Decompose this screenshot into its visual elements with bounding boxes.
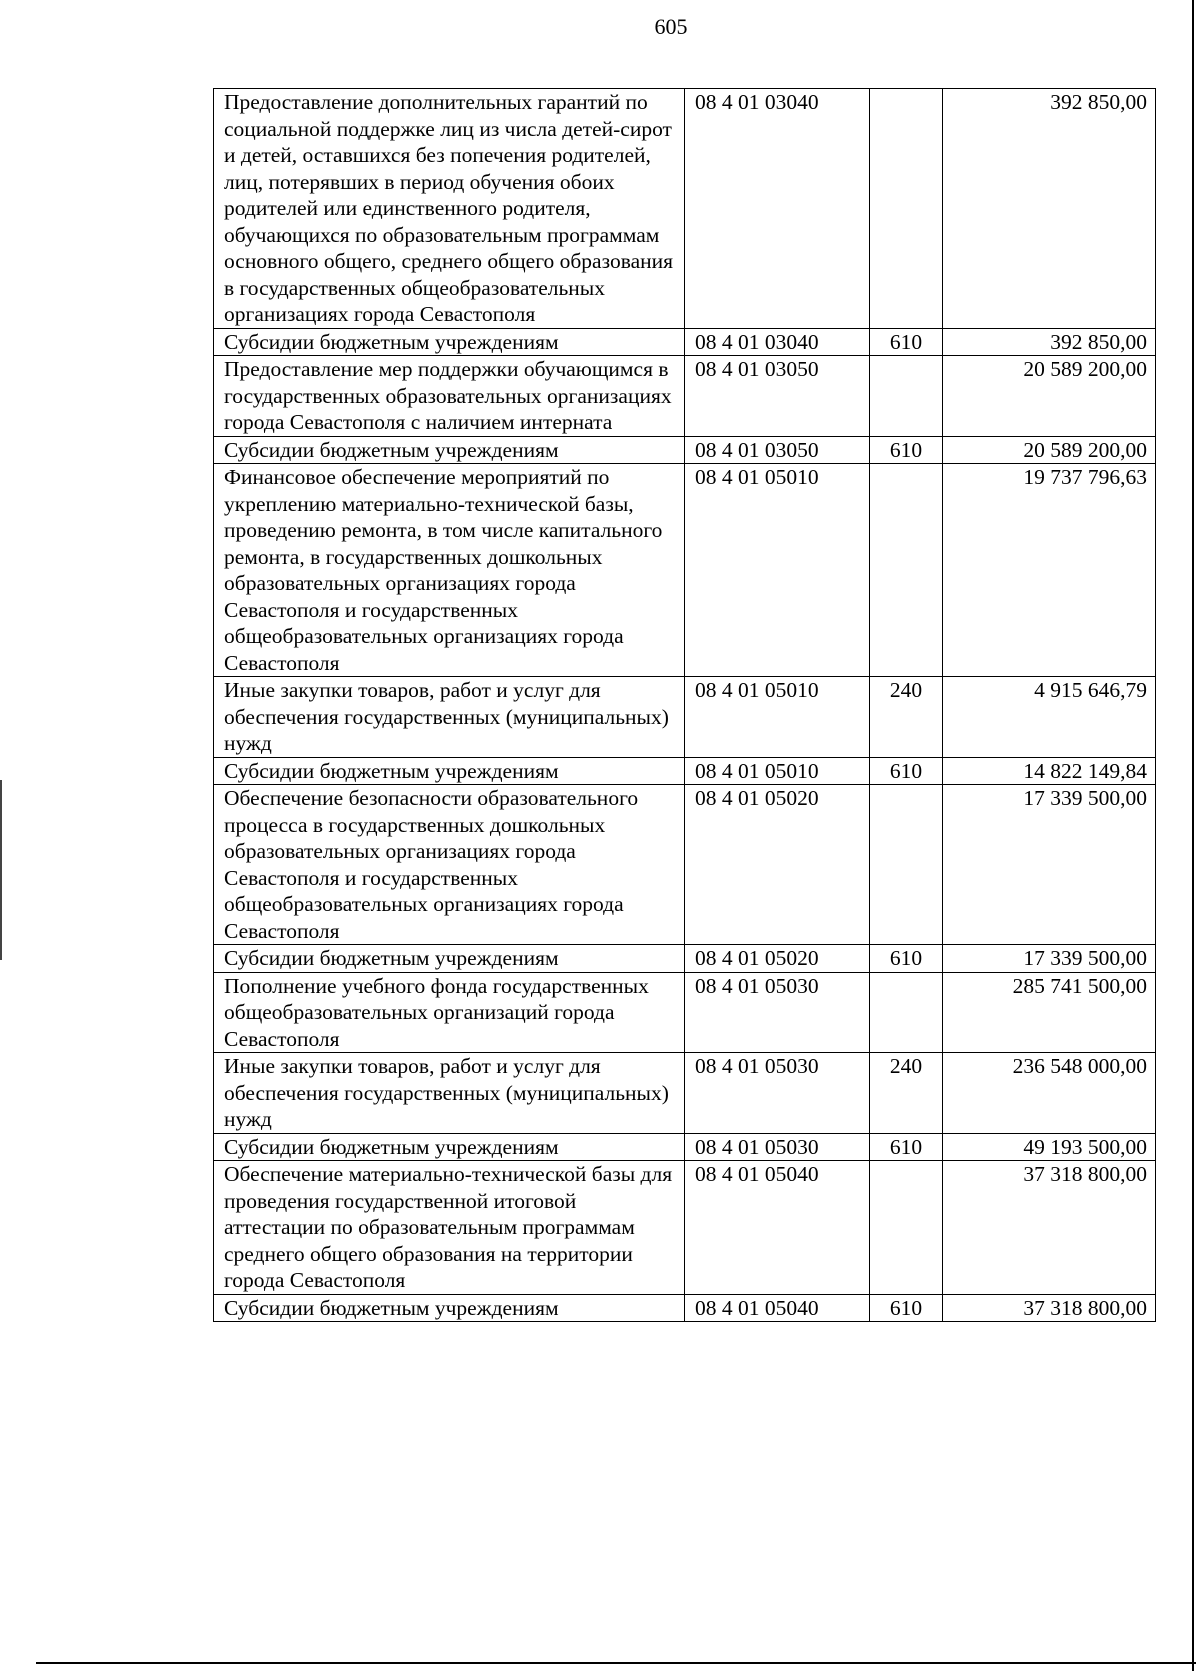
- row-code: 08 4 01 05030: [685, 1053, 870, 1134]
- table-row: [214, 1133, 1156, 1161]
- table-row: [214, 328, 1156, 356]
- scan-right-edge: [1192, 0, 1194, 1671]
- row-code: 08 4 01 05040: [685, 1161, 870, 1295]
- row-name: Субсидии бюджетным учреждениям: [214, 328, 685, 356]
- row-type: 610: [870, 1133, 943, 1161]
- row-type: [870, 1161, 943, 1295]
- row-amount: 37 318 800,00: [943, 1294, 1156, 1322]
- table-row: [214, 1053, 1156, 1134]
- row-type: [870, 972, 943, 1053]
- row-type: 610: [870, 436, 943, 464]
- row-type: 240: [870, 1053, 943, 1134]
- row-name: Субсидии бюджетным учреждениям: [214, 436, 685, 464]
- row-type: 610: [870, 757, 943, 785]
- row-amount: 20 589 200,00: [943, 436, 1156, 464]
- table-row: [214, 1161, 1156, 1295]
- table-row: [214, 757, 1156, 785]
- row-name: Обеспечение материально-технической базы для проведения государственной итоговой аттестации по образовательным программам среднего общего образования на территории города Севастополя: [214, 1161, 685, 1295]
- row-amount: 285 741 500,00: [943, 972, 1156, 1053]
- row-amount: 19 737 796,63: [943, 464, 1156, 677]
- row-type: 240: [870, 677, 943, 758]
- row-amount: 14 822 149,84: [943, 757, 1156, 785]
- row-amount: 20 589 200,00: [943, 356, 1156, 437]
- table-row: [214, 89, 1156, 329]
- row-name: Иные закупки товаров, работ и услуг для обеспечения государственных (муниципальных) нужд: [214, 1053, 685, 1134]
- row-type: [870, 89, 943, 329]
- table-row: [214, 785, 1156, 945]
- row-amount: 37 318 800,00: [943, 1161, 1156, 1295]
- row-name: Иные закупки товаров, работ и услуг для обеспечения государственных (муниципальных) нужд: [214, 677, 685, 758]
- row-code: 08 4 01 05020: [685, 945, 870, 973]
- row-amount: 392 850,00: [943, 328, 1156, 356]
- row-type: [870, 785, 943, 945]
- row-amount: 4 915 646,79: [943, 677, 1156, 758]
- row-type: 610: [870, 1294, 943, 1322]
- row-amount: 17 339 500,00: [943, 785, 1156, 945]
- row-name: Пополнение учебного фонда государственных общеобразовательных организаций города Севастополя: [214, 972, 685, 1053]
- row-amount: 17 339 500,00: [943, 945, 1156, 973]
- table-row: [214, 436, 1156, 464]
- row-code: 08 4 01 05030: [685, 1133, 870, 1161]
- row-code: 08 4 01 05020: [685, 785, 870, 945]
- row-name: Предоставление дополнительных гарантий по социальной поддержке лиц из числа детей-сирот и детей, оставшихся без попечения родителей, лиц, потерявших в период обучения обоих родителей или единственного родителя, обучающихся по образовательным программам основного общего, среднего общего образования в государственных общеобразовательных организациях города Севастополя: [214, 89, 685, 329]
- row-name: Обеспечение безопасности образовательного процесса в государственных дошкольных образовательных организациях города Севастополя и государственных общеобразовательных организациях города Севастополя: [214, 785, 685, 945]
- row-type: [870, 356, 943, 437]
- row-code: 08 4 01 05010: [685, 757, 870, 785]
- table-row: [214, 464, 1156, 677]
- row-type: 610: [870, 328, 943, 356]
- row-name: Предоставление мер поддержки обучающимся в государственных образовательных организациях города Севастополя с наличием интерната: [214, 356, 685, 437]
- scan-bottom-edge: [36, 1662, 1196, 1664]
- table-row: [214, 972, 1156, 1053]
- row-type: [870, 464, 943, 677]
- table-row: [214, 945, 1156, 973]
- scan-left-edge: [0, 780, 2, 960]
- row-type: 610: [870, 945, 943, 973]
- row-name: Субсидии бюджетным учреждениям: [214, 945, 685, 973]
- row-name: Финансовое обеспечение мероприятий по укреплению материально-технической базы, проведению ремонта, в том числе капитального ремонта, в государственных дошкольных образовательных организациях города Севастополя и государственных общеобразовательных организациях города Севастополя: [214, 464, 685, 677]
- row-name: Субсидии бюджетным учреждениям: [214, 1133, 685, 1161]
- row-amount: 236 548 000,00: [943, 1053, 1156, 1134]
- row-name: Субсидии бюджетным учреждениям: [214, 757, 685, 785]
- row-code: 08 4 01 03040: [685, 328, 870, 356]
- row-code: 08 4 01 05010: [685, 677, 870, 758]
- page-number: 605: [654, 14, 688, 39]
- row-code: 08 4 01 03040: [685, 89, 870, 329]
- row-name: Субсидии бюджетным учреждениям: [214, 1294, 685, 1322]
- table-row: [214, 677, 1156, 758]
- row-amount: 49 193 500,00: [943, 1133, 1156, 1161]
- row-code: 08 4 01 03050: [685, 356, 870, 437]
- budget-table: [213, 88, 1156, 1322]
- row-code: 08 4 01 05040: [685, 1294, 870, 1322]
- table-row: [214, 356, 1156, 437]
- table-row: [214, 1294, 1156, 1322]
- row-code: 08 4 01 05030: [685, 972, 870, 1053]
- row-code: 08 4 01 03050: [685, 436, 870, 464]
- row-amount: 392 850,00: [943, 89, 1156, 329]
- row-code: 08 4 01 05010: [685, 464, 870, 677]
